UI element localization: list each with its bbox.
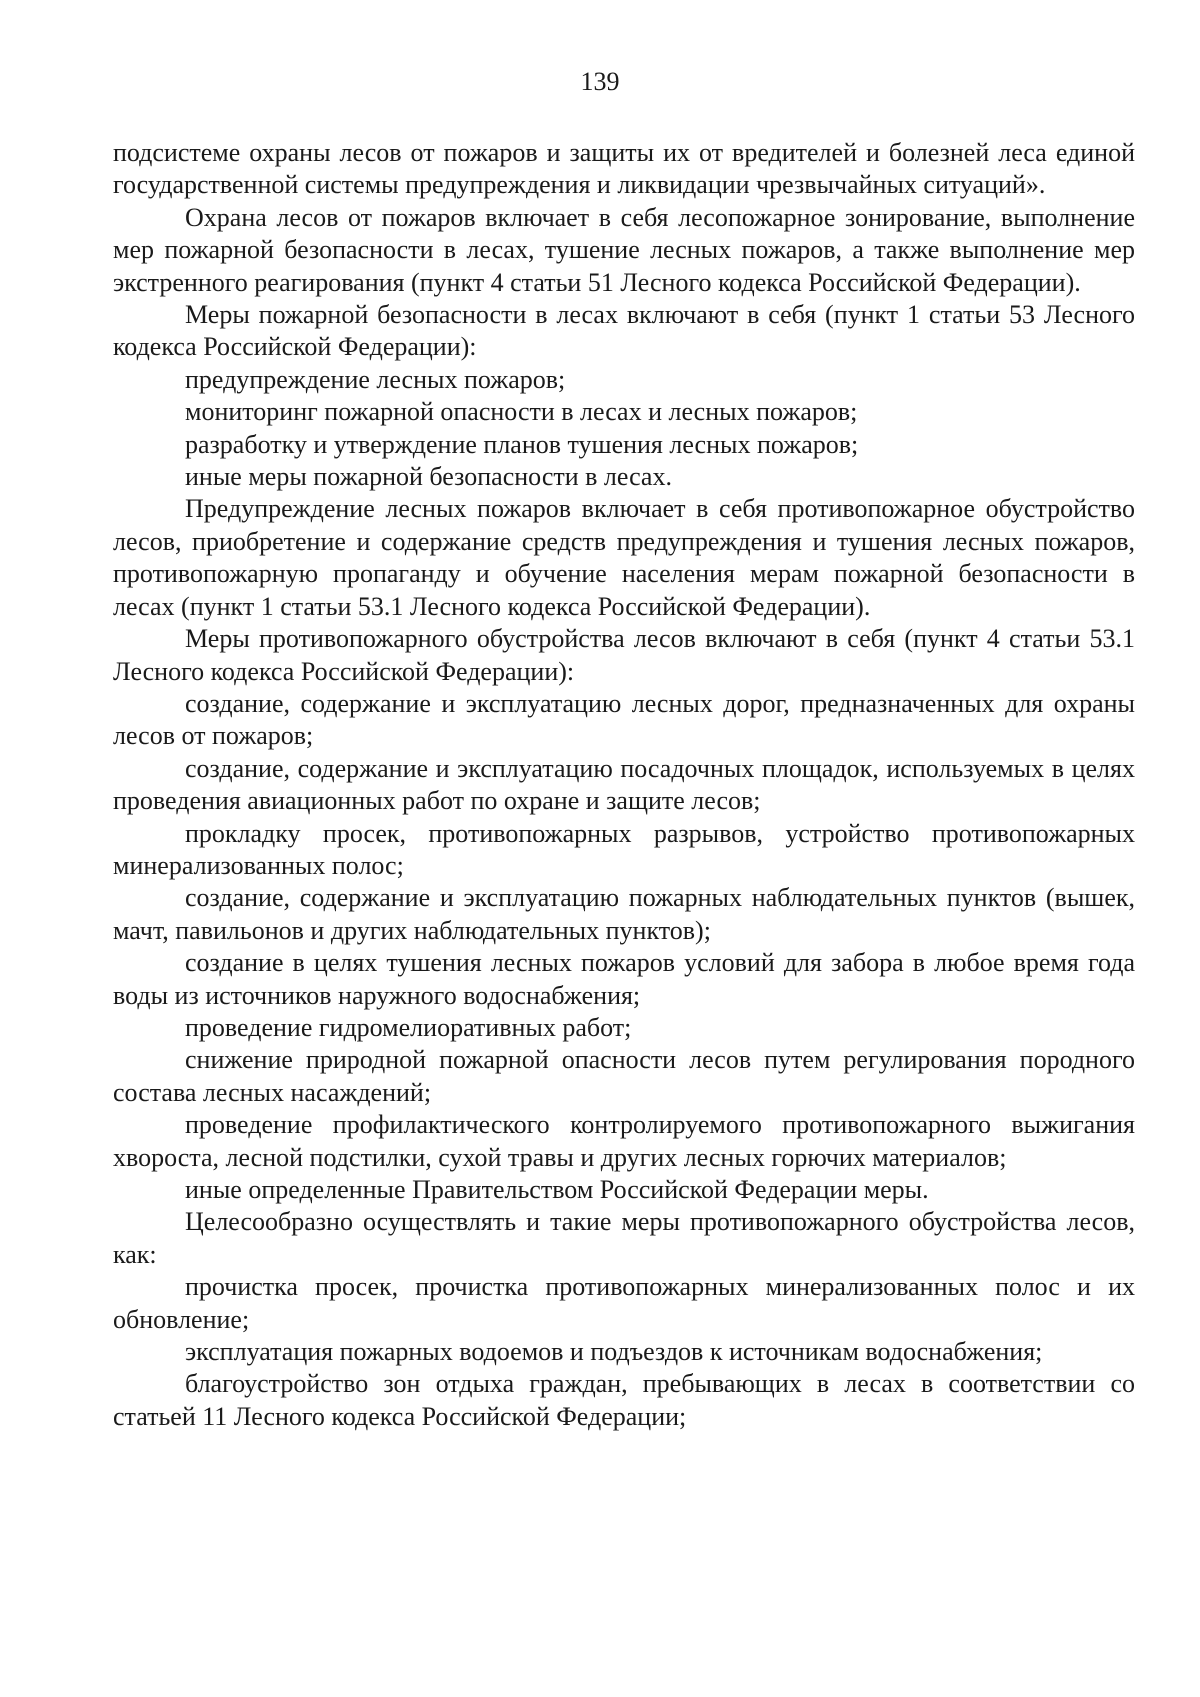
list-item: разработку и утверждение планов тушения лесных пожаров; bbox=[185, 429, 859, 459]
paragraph: Охрана лесов от пожаров включает в себя лесопожарное зонирование, выполнение мер пожарной безопасности в лесах, тушение лесных пожаров, а также выполнение мер экстренного реагирования (пункт 4 статьи 51 Лесного кодекса Российской Федерации). bbox=[113, 202, 1135, 297]
list-item: снижение природной пожарной опасности лесов путем регулирования породного состава лесных насаждений; bbox=[113, 1045, 1135, 1107]
list-item: благоустройство зон отдыха граждан, пребывающих в лесах в соответствии со статьей 11 Лесного кодекса Российской Федерации; bbox=[113, 1369, 1135, 1431]
list-item: создание в целях тушения лесных пожаров условий для забора в любое время года воды из источников наружного водоснабжения; bbox=[113, 948, 1135, 1010]
paragraph: подсистеме охраны лесов от пожаров и защиты их от вредителей и болезней леса единой государственной системы предупреждения и ликвидации чрезвычайных ситуаций». bbox=[113, 138, 1135, 200]
document-body bbox=[113, 137, 1135, 1433]
list-item: эксплуатация пожарных водоемов и подъездов к источникам водоснабжения; bbox=[185, 1337, 1043, 1367]
list-item: создание, содержание и эксплуатацию посадочных площадок, используемых в целях проведения авиационных работ по охране и защите лесов; bbox=[113, 753, 1135, 816]
paragraph: Меры пожарной безопасности в лесах включают в себя (пункт 1 статьи 53 Лесного кодекса Российской Федерации): bbox=[113, 300, 1135, 362]
list-item: предупреждение лесных пожаров; bbox=[185, 364, 566, 394]
list-item: мониторинг пожарной опасности в лесах и лесных пожаров; bbox=[185, 397, 858, 427]
list-item: создание, содержание и эксплуатацию пожарных наблюдательных пунктов (вышек, мачт, павильонов и других наблюдательных пунктов); bbox=[113, 883, 1135, 945]
paragraph: Целесообразно осуществлять и такие меры противопожарного обустройства лесов, как: bbox=[113, 1207, 1135, 1269]
list-item: иные определенные Правительством Российской Федерации меры. bbox=[185, 1175, 929, 1204]
list-item: прокладку просек, противопожарных разрывов, устройство противопожарных минерализованных полос; bbox=[113, 818, 1135, 880]
list-item: проведение гидромелиоративных работ; bbox=[185, 1012, 632, 1042]
list-item: прочистка просек, прочистка противопожарных минерализованных полос и их обновление; bbox=[113, 1272, 1135, 1334]
paragraph: Предупреждение лесных пожаров включает в себя противопожарное обустройство лесов, приобретение и содержание средств предупреждения и тушения лесных пожаров, противопожарную пропаганду и обучение населения мерам пожарной безопасности в лесах (пункт 1 статьи 53.1 Лесного кодекса Российской Федерации). bbox=[113, 494, 1135, 621]
page-number: 139 bbox=[580, 67, 620, 96]
paragraph: Меры противопожарного обустройства лесов включают в себя (пункт 4 статьи 53.1 Лесного кодекса Российской Федерации): bbox=[113, 624, 1135, 686]
list-item: иные меры пожарной безопасности в лесах. bbox=[185, 462, 672, 492]
list-item: создание, содержание и эксплуатацию лесных дорог, предназначенных для охраны лесов от пожаров; bbox=[113, 688, 1135, 751]
list-item: проведение профилактического контролируемого противопожарного выжигания хвороста, лесной подстилки, сухой травы и других лесных горючих материалов; bbox=[113, 1110, 1135, 1172]
